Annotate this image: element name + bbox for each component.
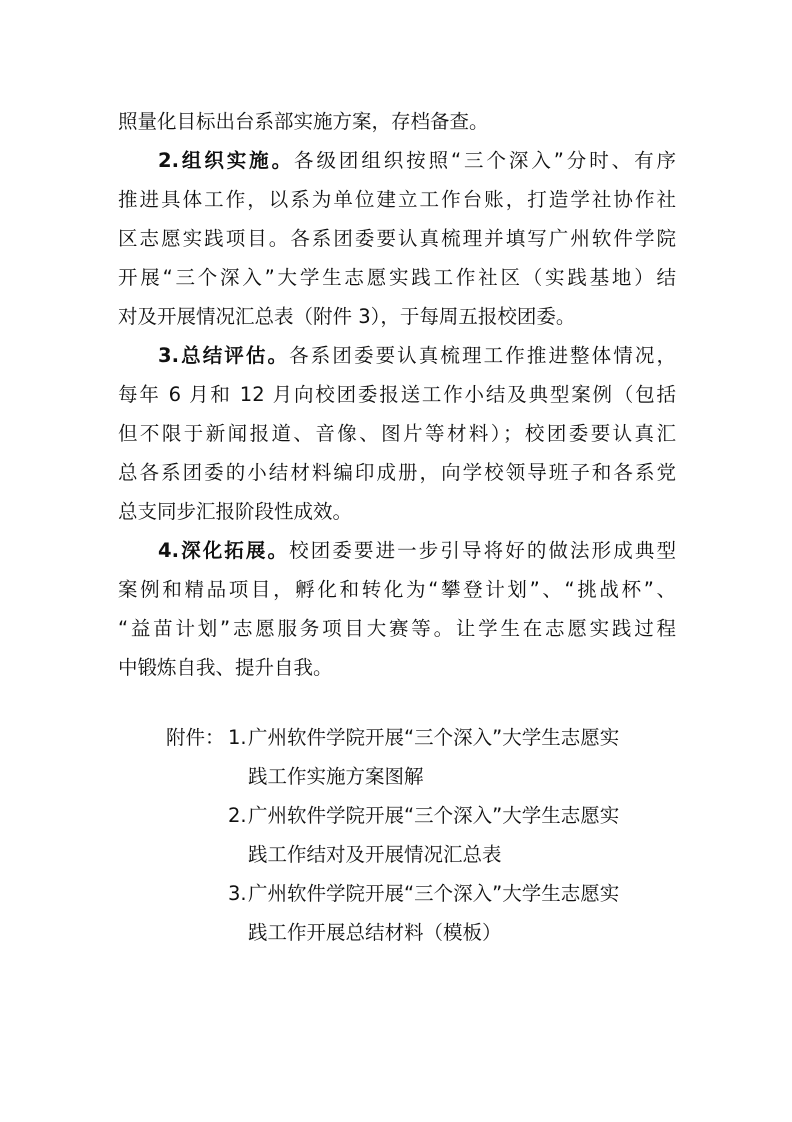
section3-line3: 但不限于新闻报道、音像、图片等材料）；校团委要认真汇	[118, 422, 676, 445]
attachment-2-line2: 践工作结对及开展情况汇总表	[248, 843, 502, 866]
section2-line4: 开展“三个深入”大学生志愿实践工作社区（实践基地）结	[118, 266, 676, 289]
section2-line1-text: 各级团组织按照“三个深入”分时、有序	[294, 149, 676, 172]
attachment-3-number: 3.	[228, 882, 247, 905]
section3-line2: 每年 6 月和 12 月向校团委报送工作小结及典型案例（包括	[118, 383, 676, 406]
attachment-3-line1: 广州软件学院开展“三个深入”大学生志愿实	[248, 882, 620, 905]
section2-line3: 区志愿实践项目。各系团委要认真梳理并填写广州软件学院	[118, 227, 676, 250]
section3-line4: 总各系团委的小结材料编印成册，向学校领导班子和各系党	[118, 461, 676, 484]
attachments-label: 附件：	[166, 726, 225, 749]
attachment-1-line1: 广州软件学院开展“三个深入”大学生志愿实	[248, 726, 620, 749]
attachment-1-number: 1.	[228, 726, 247, 749]
section3-line5: 总支同步汇报阶段性成效。	[118, 500, 353, 523]
section2-line2: 推进具体工作，以系为单位建立工作台账，打造学社协作社	[118, 188, 676, 211]
section4-line3: “益苗计划”志愿服务项目大赛等。让学生在志愿实践过程	[118, 617, 676, 640]
attachment-3-line2: 践工作开展总结材料（模板）	[248, 921, 502, 944]
attachment-1-line2: 践工作实施方案图解	[248, 765, 424, 788]
intro-line: 照量化目标出台系部实施方案，存档备查。	[118, 110, 489, 133]
attachment-2-line1: 广州软件学院开展“三个深入”大学生志愿实	[248, 804, 620, 827]
section4-line1-text: 校团委要进一步引导将好的做法形成典型	[289, 539, 676, 562]
section3-line1-text: 各系团委要认真梳理工作推进整体情况，	[289, 344, 676, 367]
section2-heading: 2.组织实施。	[158, 149, 295, 172]
section4-first-line	[158, 536, 676, 566]
section4-heading: 4.深化拓展。	[158, 539, 290, 562]
section2-first-line	[158, 146, 676, 176]
section4-line2: 案例和精品项目，孵化和转化为“攀登计划”、“挑战杯”、	[118, 578, 676, 601]
section2-line5: 对及开展情况汇总表（附件 3），于每周五报校团委。	[118, 305, 576, 328]
section4-line4: 中锻炼自我、提升自我。	[118, 656, 333, 679]
section3-first-line	[158, 341, 676, 371]
section3-heading: 3.总结评估。	[158, 344, 290, 367]
attachment-2-number: 2.	[228, 804, 247, 827]
